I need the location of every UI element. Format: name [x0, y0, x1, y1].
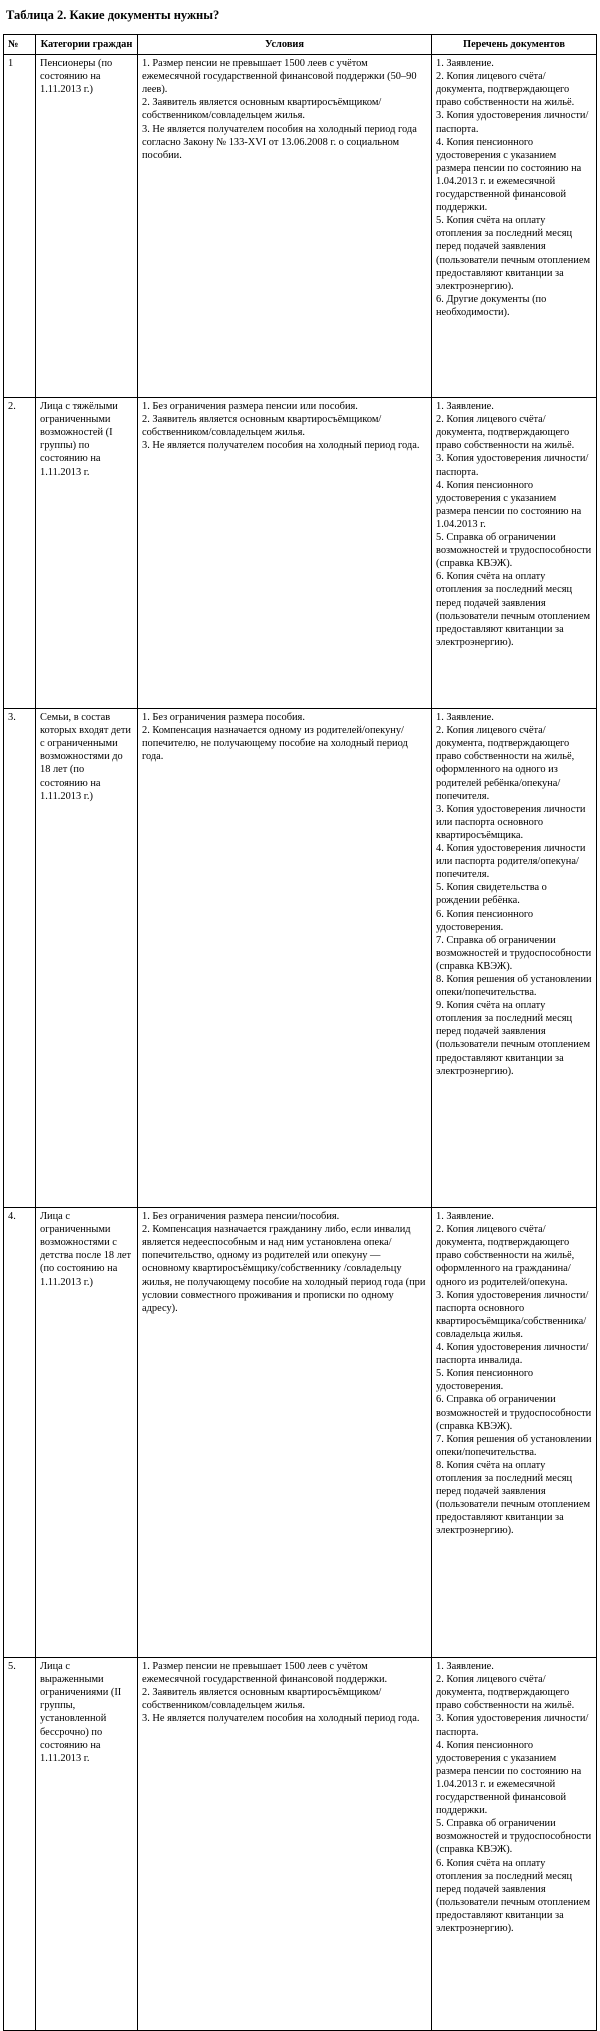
header-num: № — [4, 35, 36, 55]
document-item: 5. Копия счёта на оплату отопления за последний месяц перед подачей заявления (пользователи печным отоплением предоставляют квитанции за электроэнергию). — [436, 215, 591, 292]
document-item: 3. Копия удостоверения личности/паспорта. — [436, 110, 589, 135]
document-item: 6. Другие документы (по необходимости). — [436, 293, 547, 318]
row-documents — [432, 55, 597, 398]
document-item: 5. Копия пенсионного удостоверения. — [436, 1368, 534, 1393]
row-number: 3. — [4, 709, 36, 1208]
condition-item: 3. Не является получателем пособия на холодный период года согласно Закону № 133-XVI от 13.06.2008 г. о социальном пособии. — [142, 123, 417, 161]
document-item: 8. Копия решения об установлении опеки/попечительства. — [436, 973, 592, 999]
documents-table — [3, 34, 597, 2031]
row-conditions — [138, 398, 432, 709]
condition-item: 3. Не является получателем пособия на холодный период года. — [142, 1713, 420, 1725]
document-item: 2. Копия лицевого счёта/документа, подтверждающего право собственности на жильё, оформленного на гражданина/одного из родителей/опекуна. — [436, 1224, 575, 1288]
document-item: 3. Копия удостоверения личности/паспорта основного квартиросъёмщика/собственника/совладельца жилья. — [436, 1289, 589, 1340]
document-item: 5. Справка об ограничении возможностей и трудоспособности (справка КВЭЖ). — [436, 1818, 592, 1856]
document-item: 4. Копия пенсионного удостоверения с указанием размера пенсии по состоянию на 1.04.2013 г. — [436, 479, 582, 530]
row-number: 4. — [4, 1208, 36, 1658]
document-item: 9. Копия счёта на оплату отопления за последний месяц перед подачей заявления (пользователи печным отоплением предоставляют квитанции за электроэнергию). — [436, 1000, 591, 1077]
document-item: 6. Копия счёта на оплату отопления за последний месяц перед подачей заявления (пользователи печным отоплением предоставляют квитанции за электроэнергию). — [436, 1857, 591, 1934]
row-category: Лица с выраженными ограничениями (II группы, установленной бессрочно) по состоянию на 1.11.2013 г. — [36, 1658, 138, 2031]
condition-item: 1. Размер пенсии не превышает 1500 леев с учётом ежемесячной государственной финансовой поддержки. — [142, 1661, 388, 1686]
document-item: 1. Заявление. — [436, 712, 494, 724]
document-item: 1. Заявление. — [436, 58, 494, 70]
condition-item: 1. Без ограничения размера пособия. — [142, 712, 305, 724]
header-category: Категории граждан — [36, 35, 138, 55]
document-item: 2. Копия лицевого счёта/документа, подтверждающего право собственности на жильё. — [436, 1674, 575, 1712]
document-item: 1. Заявление. — [436, 401, 494, 413]
condition-item: 1. Без ограничения размера пенсии/пособия. — [142, 1211, 340, 1223]
document-item: 3. Копия удостоверения личности/паспорта. — [436, 1713, 589, 1738]
row-documents — [432, 709, 597, 1208]
row-category: Лица с тяжёлыми ограниченными возможностей (I группы) по состоянию на 1.11.2013 г. — [36, 398, 138, 709]
condition-item: 2. Заявитель является основным квартиросъёмщиком/собственником/совладельцем жилья. — [142, 97, 382, 122]
row-category: Пенсионеры (по состоянию на 1.11.2013 г.) — [36, 55, 138, 398]
table-row — [4, 1658, 597, 2031]
row-number: 2. — [4, 398, 36, 709]
document-item: 4. Копия удостоверения личности или паспорта родителя/опекуна/попечителя. — [436, 843, 586, 881]
row-number: 5. — [4, 1658, 36, 2031]
document-item: 4. Копия удостоверения личности/паспорта инвалида. — [436, 1342, 589, 1367]
row-number: 1 — [4, 55, 36, 398]
condition-item: 3. Не является получателем пособия на холодный период года. — [142, 440, 420, 452]
document-item: 4. Копия пенсионного удостоверения с указанием размера пенсии по состоянию на 1.04.2013 г. и ежемесячной государственной финансовой поддержки. — [436, 136, 582, 214]
row-conditions — [138, 1658, 432, 2031]
document-item: 4. Копия пенсионного удостоверения с указанием размера пенсии по состоянию на 1.04.2013 г. и ежемесячной государственной финансовой поддержки. — [436, 1739, 582, 1817]
document-item: 5. Справка об ограничении возможностей и трудоспособности (справка КВЭЖ). — [436, 532, 592, 570]
condition-item: 2. Компенсация назначается одному из родителей/опекуну/попечителю, не получающему пособие на холодный период года. — [142, 725, 408, 763]
document-item: 7. Справка об ограничении возможностей и трудоспособности (справка КВЭЖ). — [436, 934, 592, 972]
table-row — [4, 1208, 597, 1658]
document-item: 6. Копия пенсионного удостоверения. — [436, 908, 534, 933]
row-documents — [432, 1208, 597, 1658]
document-item: 6. Копия счёта на оплату отопления за последний месяц перед подачей заявления (пользователи печным отоплением предоставляют квитанции за электроэнергию). — [436, 571, 591, 648]
row-documents — [432, 1658, 597, 2031]
table-row — [4, 55, 597, 398]
document-item: 2. Копия лицевого счёта/документа, подтверждающего право собственности на жильё. — [436, 414, 575, 452]
document-item: 5. Копия свидетельства о рождении ребёнка. — [436, 882, 547, 907]
header-conditions: Условия — [138, 35, 432, 55]
header-documents: Перечень документов — [432, 35, 597, 55]
table-header-row — [4, 35, 597, 55]
document-item: 1. Заявление. — [436, 1661, 494, 1673]
document-item: 2. Копия лицевого счёта/документа, подтверждающего право собственности на жильё, оформленного на одного из родителей ребёнка/опекуна/попечителя. — [436, 725, 575, 802]
document-item: 8. Копия счёта на оплату отопления за последний месяц перед подачей заявления (пользователи печным отоплением предоставляют квитанции за электроэнергию). — [436, 1459, 591, 1537]
document-item: 3. Копия удостоверения личности/паспорта. — [436, 453, 589, 478]
table-row — [4, 398, 597, 709]
document-item: 3. Копия удостоверения личности или паспорта основного квартиросъёмщика. — [436, 803, 586, 841]
condition-item: 2. Компенсация назначается гражданину либо, если инвалид является недееспособным и над ним установлена опека/попечительство, одному из родителей или опекуну — основному квартиросъёмщику/собственнику /совладельцу жилья, не получающему пособие на холодный период года (при условии совместного проживания и прописки по одному адресу). — [142, 1224, 426, 1314]
row-conditions — [138, 1208, 432, 1658]
condition-item: 2. Заявитель является основным квартиросъёмщиком/собственником/совладельцем жилья. — [142, 414, 382, 439]
document-item: 6. Справка об ограничении возможностей и трудоспособности (справка КВЭЖ). — [436, 1394, 592, 1432]
condition-item: 2. Заявитель является основным квартиросъёмщиком/собственником/совладельцем жилья. — [142, 1687, 382, 1712]
row-conditions — [138, 709, 432, 1208]
condition-item: 1. Без ограничения размера пенсии или пособия. — [142, 401, 358, 413]
table-row — [4, 709, 597, 1208]
document-item: 2. Копия лицевого счёта/документа, подтверждающего право собственности на жильё. — [436, 71, 575, 109]
table-title: Таблица 2. Какие документы нужны? — [6, 8, 220, 22]
condition-item: 1. Размер пенсии не превышает 1500 леев с учётом ежемесячной государственной финансовой поддержки (50–90 леев). — [142, 58, 417, 96]
document-item: 1. Заявление. — [436, 1211, 494, 1223]
row-documents — [432, 398, 597, 709]
row-category: Семьи, в состав которых входят дети с ограниченными возможностями до 18 лет (по состоянию на 1.11.2013 г.) — [36, 709, 138, 1208]
row-category: Лица с ограниченными возможностями с детства после 18 лет (по состоянию на 1.11.2013 г.) — [36, 1208, 138, 1658]
document-item: 7. Копия решения об установлении опеки/попечительства. — [436, 1433, 592, 1458]
row-conditions — [138, 55, 432, 398]
